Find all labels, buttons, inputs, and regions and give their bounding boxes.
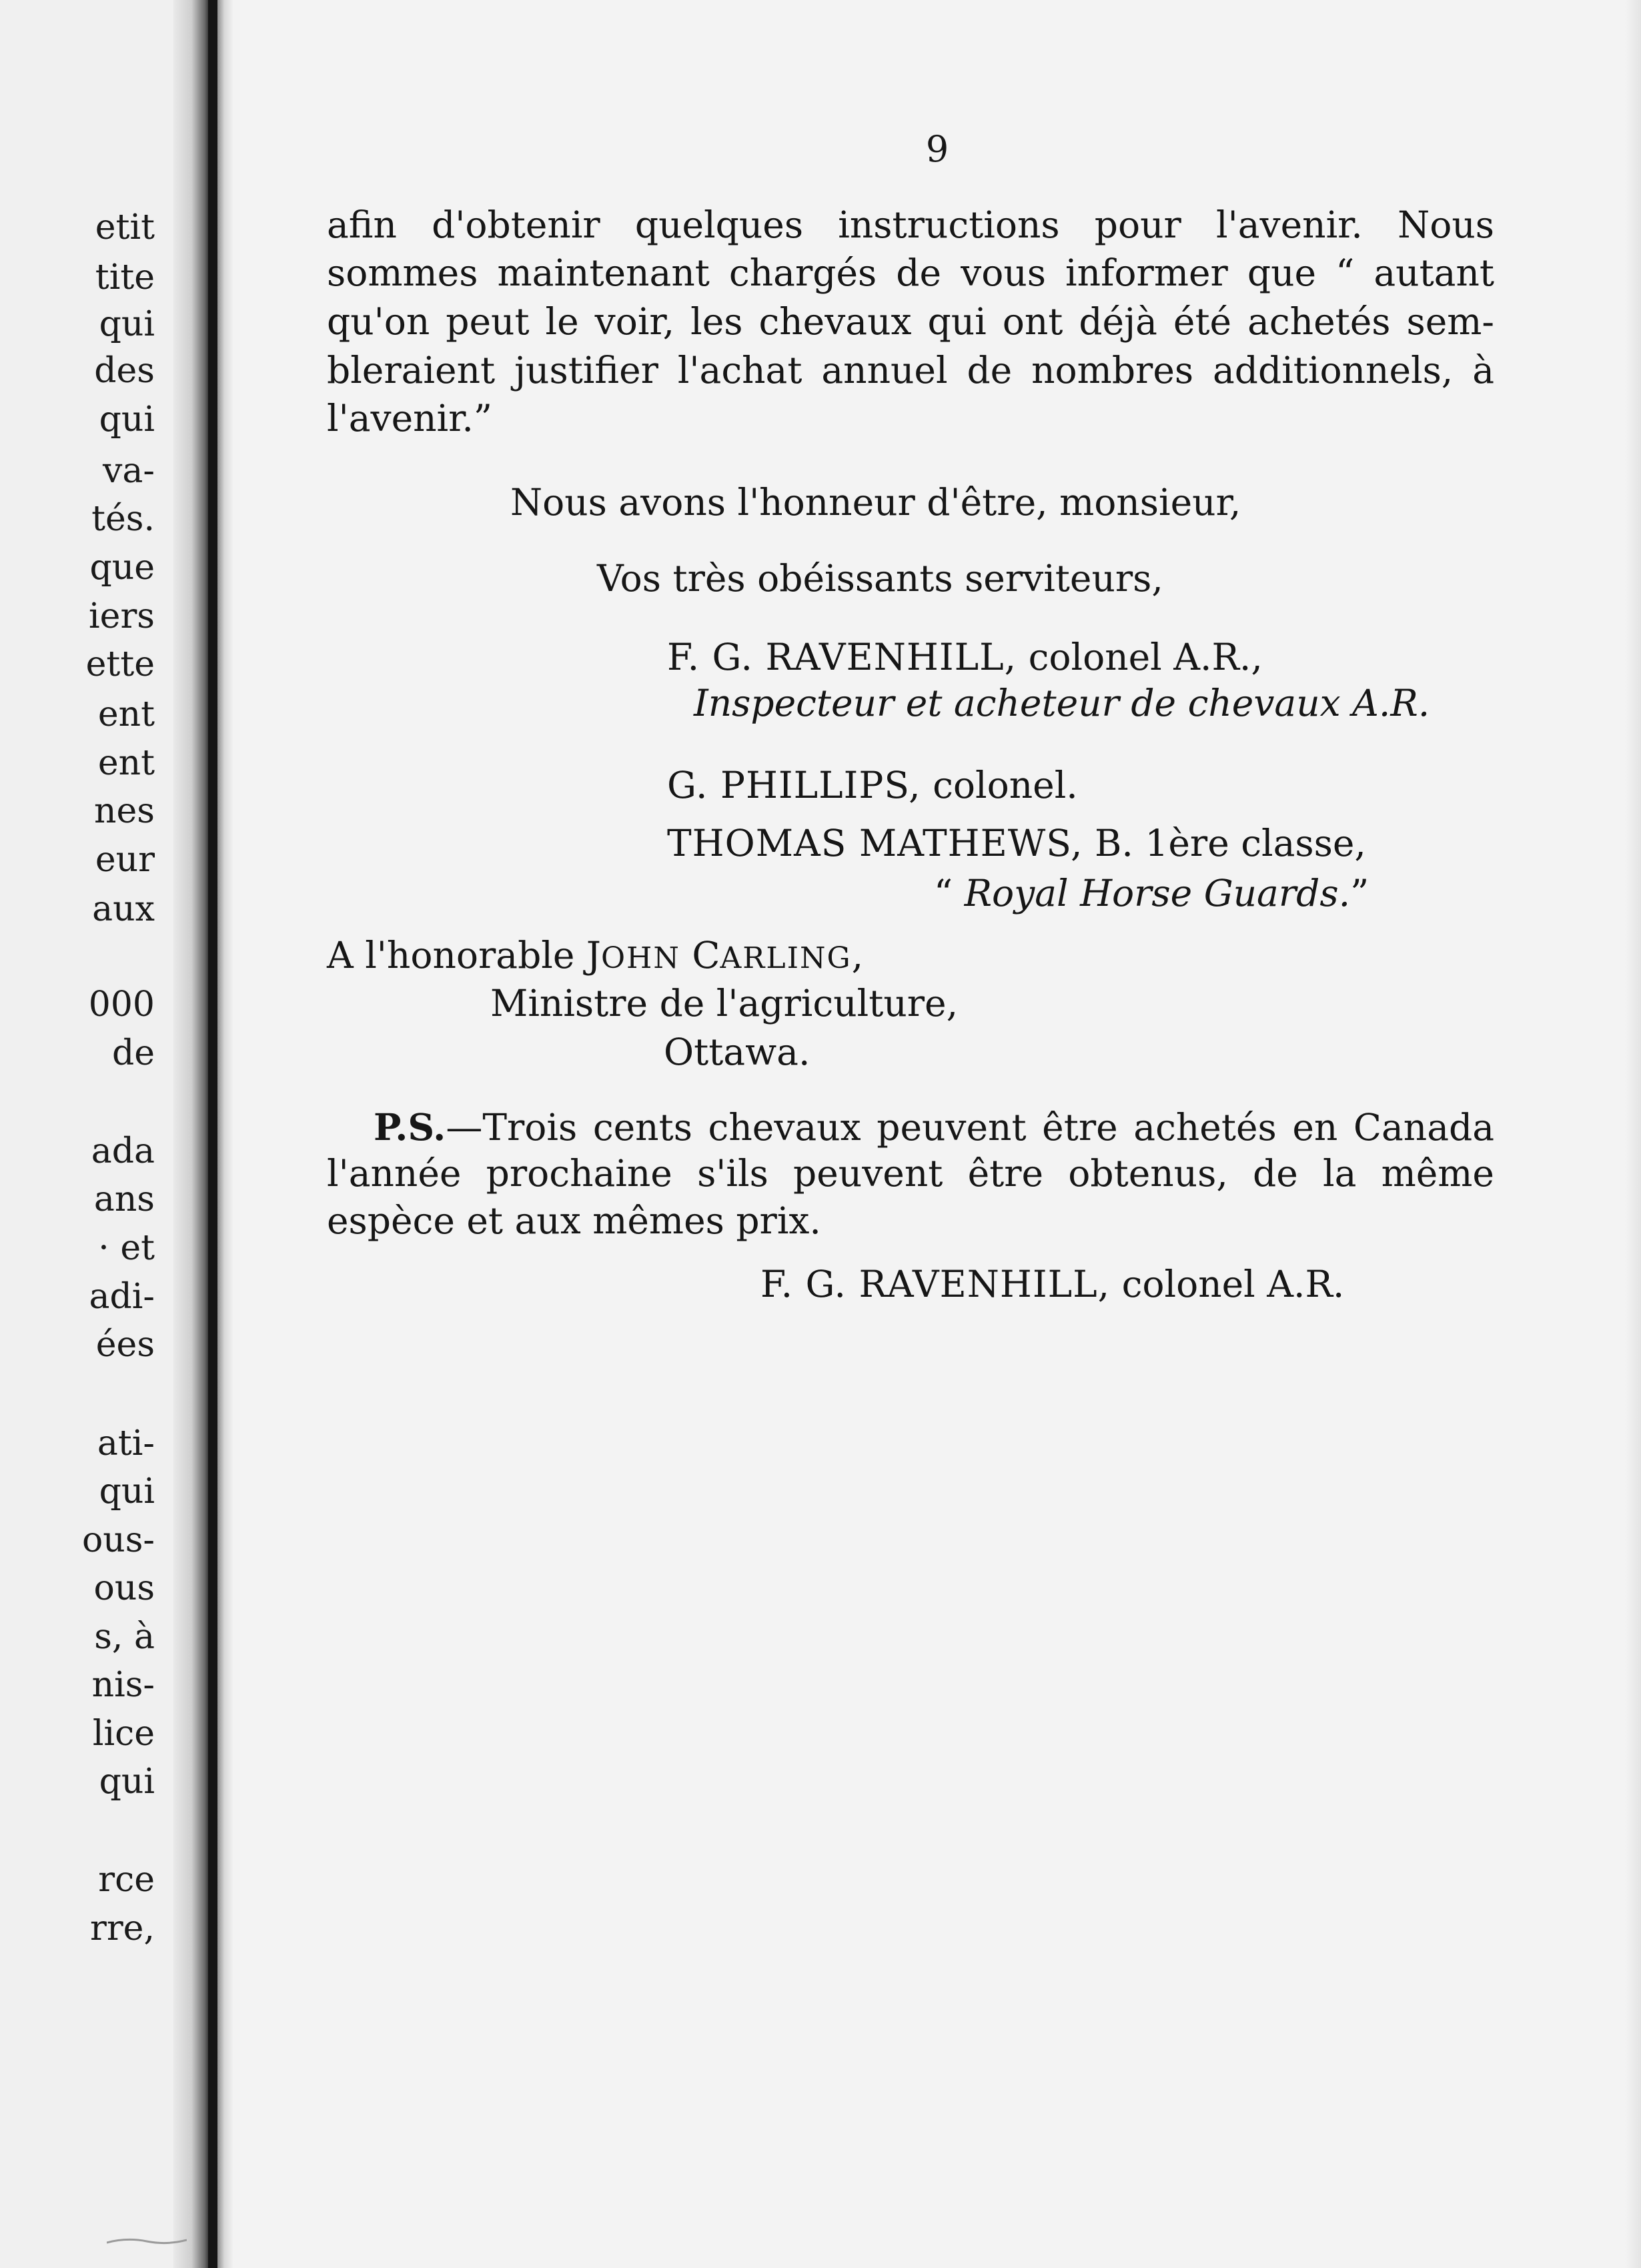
postscript-line: espèce et aux mêmes prix. xyxy=(327,1199,821,1242)
previous-page-fragment: aux xyxy=(92,889,155,929)
addressee-initial: C xyxy=(680,934,720,977)
previous-page-fragment: rce xyxy=(98,1860,155,1900)
signature-phillips xyxy=(667,764,1078,806)
signer-rank: colonel A.R. xyxy=(1121,1263,1345,1305)
addressee-smallcaps: ARLING xyxy=(720,941,852,975)
postscript-line: l'année prochaine s'ils peuvent être obtenus, de la même xyxy=(327,1152,1494,1195)
signer-unit xyxy=(934,872,1370,915)
postscript-text: —Trois cents chevaux peuvent être achetés en Canada xyxy=(446,1106,1494,1149)
book-gutter-shadow xyxy=(173,0,233,2268)
signature-mathews xyxy=(667,822,1366,865)
previous-page-fragment: nes xyxy=(94,791,155,831)
previous-page-fragment: va- xyxy=(103,451,155,491)
previous-page-fragment: iers xyxy=(89,596,155,636)
postscript-label: P.S. xyxy=(374,1105,446,1149)
previous-page-fragment: ette xyxy=(85,644,155,684)
signer-title: Inspecteur et acheteur de chevaux A.R. xyxy=(694,682,1430,724)
previous-page-fragment: qui xyxy=(99,400,155,440)
previous-page-fragment: ada xyxy=(91,1131,155,1171)
addressee-prefix: A l'honorable xyxy=(327,934,586,977)
quote-open: “ xyxy=(934,872,965,915)
paragraph-line: l'avenir.” xyxy=(327,397,492,440)
unit-name: Royal Horse Guards. xyxy=(964,872,1351,915)
addressee-suffix: , xyxy=(851,934,864,977)
signature-ravenhill xyxy=(667,636,1263,678)
previous-page-fragment: tés. xyxy=(91,499,155,539)
postscript-signature xyxy=(760,1263,1345,1305)
previous-page-fragment: de xyxy=(111,1033,155,1073)
addressee-initial: J xyxy=(586,934,601,977)
previous-page-fragment: rre, xyxy=(89,1908,155,1948)
previous-page-fragment: qui xyxy=(99,304,155,344)
addressee-line xyxy=(327,934,864,977)
book-binding-line xyxy=(208,0,217,2268)
previous-page-fragment: s, à xyxy=(94,1617,155,1657)
paragraph-line: sommes maintenant chargés de vous informer que “ autant xyxy=(327,251,1494,294)
signer-name: F. G. RAVENHILL, xyxy=(667,636,1017,678)
previous-page-fragment: des xyxy=(94,351,155,391)
page-number: 9 xyxy=(925,128,949,170)
previous-page-fragment: ous xyxy=(93,1568,155,1608)
previous-page-fragment: · et xyxy=(98,1228,155,1268)
addressee-title: Ministre de l'agriculture, xyxy=(490,982,959,1025)
current-page xyxy=(233,0,1641,2268)
previous-page-fragment: 000 xyxy=(88,985,155,1025)
previous-page-fragment: ati- xyxy=(97,1424,155,1464)
previous-page-fragment: ans xyxy=(93,1179,155,1219)
paragraph-line: afin d'obtenir quelques instructions pour l'avenir. Nous xyxy=(327,203,1494,246)
signer-rank: colonel A.R., xyxy=(1028,636,1263,678)
quote-close: ” xyxy=(1350,872,1370,915)
previous-page-fragment: ées xyxy=(95,1325,155,1365)
previous-page-fragment: etit xyxy=(95,207,155,247)
signer-rank: B. 1ère classe, xyxy=(1094,822,1366,865)
previous-page-fragment: ent xyxy=(97,743,155,783)
previous-page-fragment: que xyxy=(89,548,155,588)
previous-page-fragment: tite xyxy=(95,257,155,298)
addressee-city: Ottawa. xyxy=(664,1031,810,1073)
closing-sign-off: Vos très obéissants serviteurs, xyxy=(597,557,1163,600)
signer-rank: colonel. xyxy=(933,764,1078,806)
previous-page-fragment: lice xyxy=(92,1714,155,1754)
previous-page-fragment: ous- xyxy=(81,1520,155,1560)
addressee-smallcaps: OHN xyxy=(600,941,680,975)
previous-page-fragment: ent xyxy=(97,694,155,734)
postscript-line xyxy=(374,1105,1494,1149)
signer-name: G. PHILLIPS, xyxy=(667,764,921,806)
previous-page-fragment: adi- xyxy=(89,1277,155,1317)
previous-page-fragment: qui xyxy=(99,1472,155,1512)
previous-page-fragment: eur xyxy=(95,840,155,880)
paragraph-line: bleraient justifier l'achat annuel de nombres additionnels, à xyxy=(327,349,1494,392)
paragraph-line: qu'on peut le voir, les chevaux qui ont déjà été achetés sem- xyxy=(327,300,1494,343)
previous-page-strip xyxy=(0,0,193,2268)
signer-name: THOMAS MATHEWS, xyxy=(667,822,1083,865)
signer-name: F. G. RAVENHILL, xyxy=(760,1263,1111,1305)
previous-page-fragment: qui xyxy=(99,1762,155,1802)
scan-artifact xyxy=(107,2235,187,2248)
previous-page-fragment: nis- xyxy=(91,1665,155,1705)
closing-salutation: Nous avons l'honneur d'être, monsieur, xyxy=(510,481,1241,524)
